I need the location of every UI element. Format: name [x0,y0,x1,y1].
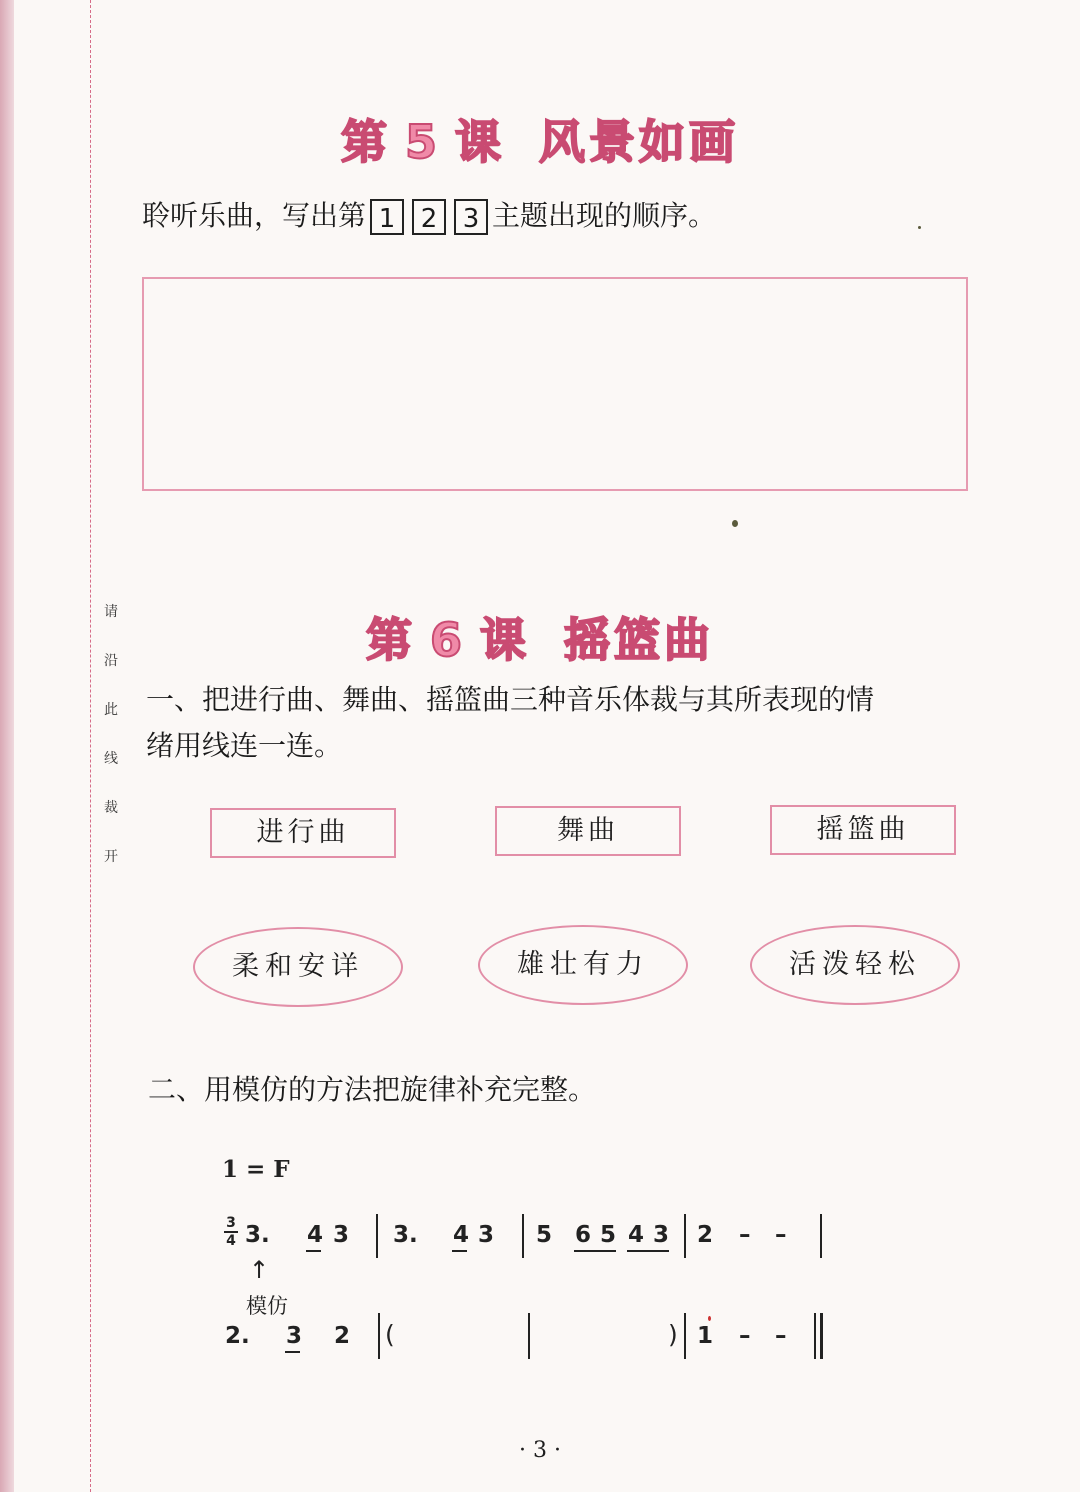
note: 2 [334,1323,351,1349]
cut-char: 此 [104,702,118,718]
note: 3 [286,1323,303,1349]
bar-line [378,1313,380,1359]
lesson5-title: 第 5 课 风景如画 [340,115,739,169]
note: 3 [478,1222,495,1248]
cut-char: 沿 [104,653,118,669]
note: 4 [453,1222,470,1248]
question1-line2: 绪用线连一连。 [146,729,343,762]
genre-box-lullaby[interactable]: 摇篮曲 [770,805,956,855]
page-number: · 3 · [519,1438,561,1463]
genre-box-dance[interactable]: 舞曲 [495,806,681,856]
note: 5 [536,1222,553,1248]
cut-char: 开 [104,849,118,865]
bar-line [684,1214,686,1258]
cut-char: 裁 [104,800,118,816]
theme-box: 1 [370,199,404,235]
cut-char: 请 [104,604,118,620]
time-signature [224,1216,238,1248]
note: 2. [225,1323,250,1349]
theme-box: 2 [412,199,446,235]
final-bar-thick [820,1313,823,1359]
question1-line1: 一、把进行曲、舞曲、摇篮曲三种音乐体裁与其所表现的情 [146,683,875,716]
note: 4 [307,1222,324,1248]
mood-oval-majestic[interactable]: 雄壮有力 [478,925,688,1005]
note: – [775,1222,787,1248]
note: 6 [575,1222,592,1248]
lesson5-instruction: 聆听乐曲，写出第 1 2 3 主题出现的顺序。 [142,199,717,234]
note: 1 [697,1323,714,1349]
theme-box: 3 [454,199,488,235]
fill-in-measure-1[interactable] [395,1312,523,1358]
genre-box-march[interactable]: 进行曲 [210,808,396,858]
fill-in-measure-2[interactable] [535,1312,663,1358]
bar-line [528,1313,530,1359]
mood-oval-lively[interactable]: 活泼轻松 [750,925,960,1005]
mood-oval-gentle[interactable]: 柔和安详 [193,927,403,1007]
imitate-label: 模仿 [246,1294,288,1318]
open-paren: ( [385,1320,395,1349]
cut-char: 线 [104,751,118,767]
note: 3 [653,1222,670,1248]
lesson6-title: 第 6 课 摇篮曲 [365,613,714,667]
time-sig-bottom: 4 [226,1232,236,1249]
note: – [739,1222,751,1248]
bar-line [684,1313,686,1359]
note: 2 [697,1222,714,1248]
page-edge [0,0,14,1492]
time-sig-top: 3 [226,1215,236,1231]
question2: 二、用模仿的方法把旋律补充完整。 [148,1073,597,1106]
note: 3 [333,1222,350,1248]
note: – [775,1323,787,1349]
answer-box[interactable] [142,277,968,491]
note: – [739,1323,751,1349]
note: 5 [600,1222,617,1248]
close-paren: ) [668,1320,678,1349]
note: 3. [245,1222,270,1248]
final-bar-thin [814,1313,816,1359]
bar-line [376,1214,378,1258]
cut-line [90,0,91,1492]
note: 3. [393,1222,418,1248]
up-arrow-icon: ↑ [249,1256,270,1284]
bar-line [522,1214,524,1258]
bar-line [820,1214,822,1258]
note: 4 [628,1222,645,1248]
key-signature: 1 = F [222,1156,290,1183]
